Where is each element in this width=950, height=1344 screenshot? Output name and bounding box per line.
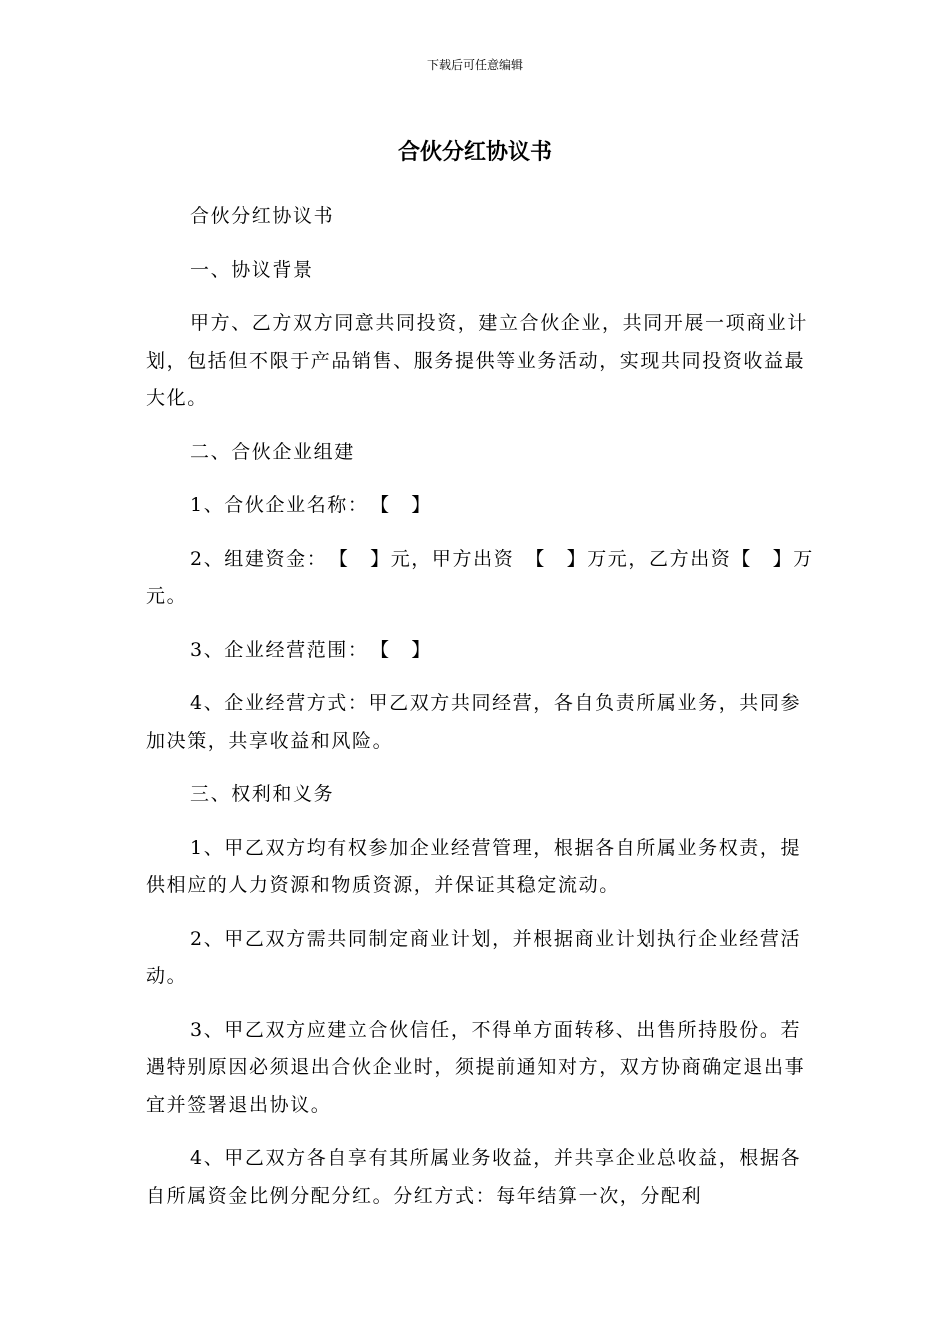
list-item: 2、甲乙双方需共同制定商业计划，并根据商业计划执行企业经营活动。	[146, 927, 802, 987]
document-body	[146, 198, 814, 1231]
header-note: 下载后可任意编辑	[426, 58, 523, 72]
list-item: 1、甲乙双方均有权参加企业经营管理，根据各自所属业务权责，提供相应的人力资源和物质资源，并保证其稳定流动。	[146, 836, 802, 896]
section-heading: 一、协议背景	[190, 258, 314, 281]
section-heading: 二、合伙企业组建	[190, 440, 355, 463]
list-item: 3、企业经营范围： 【 】	[190, 638, 432, 661]
list-item: 3、甲乙双方应建立合伙信任，不得单方面转移、出售所持股份。若遇特别原因必须退出合伙企业时，须提前通知对方，双方协商确定退出事宜并签署退出协议。	[146, 1018, 806, 1116]
list-item: 4、甲乙双方各自享有其所属业务收益，并共享企业总收益，根据各自所属资金比例分配分红。分红方式：每年结算一次，分配利	[146, 1147, 802, 1207]
section-heading: 三、权利和义务	[190, 783, 335, 805]
document-title: 合伙分红协议书	[397, 140, 552, 165]
list-item: 2、组建资金： 【 】元，甲方出资 【 】万元，乙方出资【 】万元。	[146, 547, 814, 607]
list-item: 4、企业经营方式：甲乙双方共同经营，各自负责所属业务，共同参加决策，共享收益和风险。	[146, 692, 802, 752]
body-paragraph: 甲方、乙方双方同意共同投资，建立合伙企业，共同开展一项商业计划，包括但不限于产品销售、服务提供等业务活动，实现共同投资收益最大化。	[146, 312, 809, 409]
list-item: 1、合伙企业名称： 【 】	[190, 494, 432, 516]
body-paragraph: 合伙分红协议书	[190, 205, 335, 227]
